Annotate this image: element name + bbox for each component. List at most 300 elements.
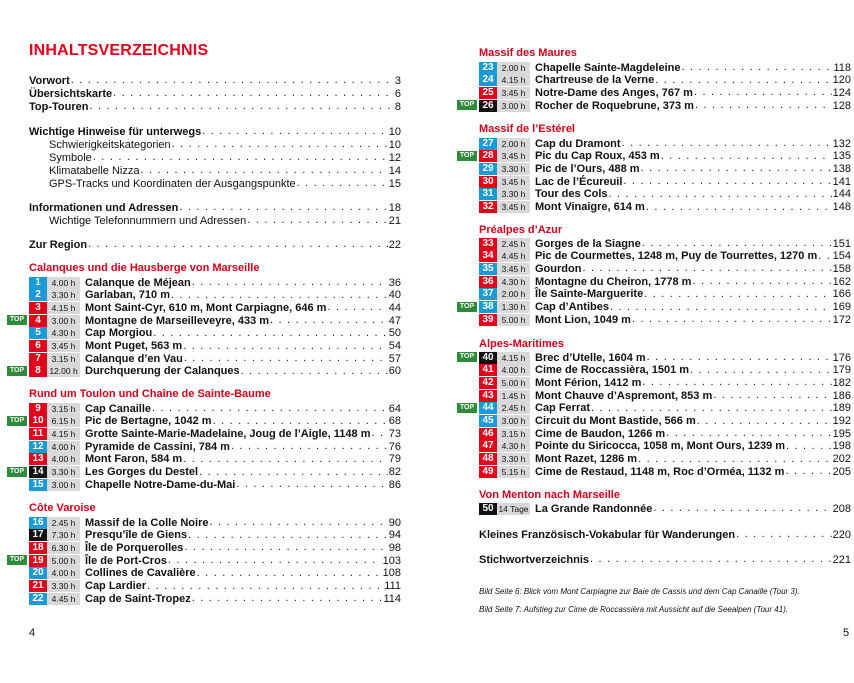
tour-name: Brec d’Utelle, 1604 m xyxy=(535,351,646,364)
tour-page: 138 xyxy=(832,162,851,175)
tour-number: 7 xyxy=(29,353,47,365)
tour-duration: 1.30 h xyxy=(497,301,530,313)
section-heading: Calanques und die Hausberge von Marseille xyxy=(29,262,260,274)
dot-leader xyxy=(231,441,388,452)
tour-page: 192 xyxy=(832,415,851,427)
tour-name: Pic de Courmettes, 1248 m, Puy de Tourrettes, 1270 m xyxy=(535,250,818,263)
dot-leader xyxy=(297,178,388,189)
tour-number: 42 xyxy=(479,377,497,389)
tour-number: 15 xyxy=(29,479,47,491)
tour-page: 169 xyxy=(832,301,851,313)
tour-page: 172 xyxy=(832,313,851,326)
toc-entry-title: Wichtige Telefonnummern und Adressen xyxy=(49,214,247,227)
tour-number: 22 xyxy=(29,593,47,605)
section-heading: Préalpes d’Azur xyxy=(479,224,563,236)
dot-leader xyxy=(171,290,388,301)
tour-duration: 5.00 h xyxy=(497,377,530,389)
tour-number: 47 xyxy=(479,440,497,452)
dot-leader xyxy=(183,454,388,465)
toc-entry xyxy=(29,238,401,251)
section-heading: Rund um Toulon und Chaîne de Sainte-Baume xyxy=(29,388,271,400)
toc-entry-title: Stichwortverzeichnis xyxy=(479,553,590,566)
dot-leader xyxy=(179,202,387,213)
tour-entry xyxy=(479,250,851,263)
tour-number: 41 xyxy=(479,364,497,376)
toc-entry xyxy=(29,100,401,113)
tour-number: 12 xyxy=(29,441,47,453)
tour-duration: 5.00 h xyxy=(47,555,80,567)
tour-page: 182 xyxy=(832,376,851,389)
tour-entry xyxy=(479,465,851,478)
tour-name: Gorges de la Siagne xyxy=(535,237,641,250)
tour-name: Pointe du Siricocca, 1058 m, Mont Ours, 1239 m xyxy=(535,440,786,453)
tour-number: 25 xyxy=(479,87,497,99)
tour-entry xyxy=(459,150,851,163)
tour-number: 13 xyxy=(29,453,47,465)
tour-entry xyxy=(29,402,401,415)
dot-leader xyxy=(646,202,832,213)
top-tour-badge: TOP xyxy=(7,416,27,426)
tour-page: 154 xyxy=(832,250,851,263)
tour-duration: 3.30 h xyxy=(497,453,530,465)
tour-duration: 3.15 h xyxy=(497,428,530,440)
tour-page: 118 xyxy=(833,61,851,74)
tour-page: 166 xyxy=(832,288,851,301)
dot-leader xyxy=(184,353,388,364)
tour-name: Mont Saint-Cyr, 610 m, Mont Carpiagne, 646 m xyxy=(85,301,327,314)
tour-page: 189 xyxy=(832,402,851,415)
tour-number: 28 xyxy=(479,150,497,162)
tour-entry xyxy=(29,541,401,554)
dot-leader xyxy=(147,581,383,592)
tour-entry xyxy=(479,453,851,466)
tour-name: Gourdon xyxy=(535,262,582,275)
tour-page: 135 xyxy=(832,150,851,163)
dot-leader xyxy=(188,530,388,541)
tour-duration: 3.45 h xyxy=(497,201,530,213)
tour-page: 73 xyxy=(388,427,401,440)
top-tour-badge: TOP xyxy=(457,352,477,362)
tour-name: Pyramide de Cassini, 784 m xyxy=(85,440,230,453)
tour-duration: 3.45 h xyxy=(497,176,530,188)
tour-name: Circuit du Mont Bastide, 566 m xyxy=(535,415,696,427)
tour-name: Collines de Cavalière xyxy=(85,567,196,580)
section-heading: Massif de l’Estérel xyxy=(479,123,575,135)
dot-leader xyxy=(202,126,387,137)
toc-entry-page: 15 xyxy=(388,177,401,190)
tour-number: 33 xyxy=(479,238,497,250)
tour-entry xyxy=(479,86,851,99)
tour-name: Pic de l’Ours, 488 m xyxy=(535,162,640,175)
tour-entry xyxy=(479,61,851,74)
tour-entry xyxy=(29,352,401,365)
toc-entry-page: 18 xyxy=(388,201,401,214)
dot-leader xyxy=(632,314,832,325)
toc-entry xyxy=(49,177,401,190)
tour-page: 57 xyxy=(388,352,401,365)
tour-entry xyxy=(29,580,401,593)
toc-entry xyxy=(479,528,851,541)
tour-duration: 3.30 h xyxy=(497,188,530,200)
tour-duration: 7.30 h xyxy=(47,529,80,541)
tour-number: 3 xyxy=(29,302,47,314)
tour-number: 40 xyxy=(479,352,497,364)
tour-entry xyxy=(29,289,401,302)
tour-number: 10 xyxy=(29,415,47,427)
tour-entry xyxy=(479,262,851,275)
tour-duration: 3.00 h xyxy=(497,415,530,427)
tour-number: 35 xyxy=(479,263,497,275)
tour-name: Mont Chauve d’Aspremont, 853 m xyxy=(535,389,713,402)
tour-page: 151 xyxy=(832,237,851,250)
tour-page: 176 xyxy=(832,351,851,364)
tour-duration: 6.30 h xyxy=(47,542,80,554)
tour-name: Cime de Baudon, 1266 m xyxy=(535,427,666,440)
toc-entry xyxy=(29,125,401,138)
tour-entry xyxy=(479,389,851,402)
tour-page: 195 xyxy=(832,427,851,440)
tour-name: Montagne du Cheiron, 1778 m xyxy=(535,275,692,288)
dot-leader xyxy=(786,441,832,452)
tour-name: Chartreuse de la Verne xyxy=(535,74,655,87)
dot-leader xyxy=(172,139,388,150)
tour-page: 141 xyxy=(832,175,851,188)
tour-duration: 3.00 h xyxy=(47,479,80,491)
tour-page: 98 xyxy=(388,541,401,554)
top-tour-badge: TOP xyxy=(457,403,477,413)
tour-name: Presqu’île de Giens xyxy=(85,529,188,542)
tour-entry xyxy=(479,427,851,440)
dot-leader xyxy=(209,517,387,528)
tour-number: 17 xyxy=(29,529,47,541)
dot-leader xyxy=(785,466,831,477)
tour-entry xyxy=(479,364,851,377)
toc-entry-page: 22 xyxy=(388,238,401,251)
tour-name: Cap Morgiou xyxy=(85,327,153,340)
tour-entry xyxy=(459,351,851,364)
tour-duration: 3.45 h xyxy=(497,150,530,162)
tour-page: 124 xyxy=(832,86,851,99)
tour-name: Mont Férion, 1412 m xyxy=(535,376,642,389)
dot-leader xyxy=(638,454,832,465)
tour-name: Cime de Restaud, 1148 m, Roc d’Orméa, 1132 m xyxy=(535,465,785,478)
tour-name: Cap du Dramont xyxy=(535,137,621,150)
tour-entry xyxy=(29,301,401,314)
dot-leader xyxy=(241,366,388,377)
tour-name: Mont Faron, 584 m xyxy=(85,453,183,466)
tour-number: 1 xyxy=(29,277,47,289)
section-heading: Côte Varoise xyxy=(29,502,96,514)
tour-name: Massif de la Colle Noire xyxy=(85,516,209,529)
toc-entry xyxy=(49,138,401,151)
tour-entry xyxy=(9,554,401,567)
tour-duration: 2.00 h xyxy=(497,62,530,74)
tour-entry xyxy=(29,516,401,529)
tour-page: 90 xyxy=(388,516,401,529)
tour-number: 45 xyxy=(479,415,497,427)
tour-number: 5 xyxy=(29,327,47,339)
dot-leader xyxy=(642,238,832,249)
dot-leader xyxy=(152,403,388,414)
tour-number: 30 xyxy=(479,176,497,188)
toc-entry-title: Informationen und Adressen xyxy=(29,201,179,214)
tour-entry xyxy=(9,365,401,378)
tour-page: 82 xyxy=(388,466,401,478)
dot-leader xyxy=(690,365,832,376)
tour-name: Notre-Dame des Anges, 767 m xyxy=(535,86,693,99)
dot-leader xyxy=(71,75,394,86)
tour-name: Île de Port-Cros xyxy=(85,554,167,567)
tour-duration: 3.00 h xyxy=(47,315,80,327)
tour-entry xyxy=(479,502,851,515)
dot-leader xyxy=(371,428,387,439)
toc-entry-title: GPS-Tracks und Koordinaten der Ausgangspunkte xyxy=(49,177,296,190)
tour-entry xyxy=(9,466,401,479)
toc-entry xyxy=(29,201,401,214)
tour-duration: 3.30 h xyxy=(47,289,80,301)
tour-page: 108 xyxy=(382,567,401,580)
tour-page: 158 xyxy=(832,262,851,275)
tour-page: 64 xyxy=(388,402,401,415)
dot-leader xyxy=(199,467,388,478)
tour-page: 114 xyxy=(383,592,401,605)
tour-entry xyxy=(479,275,851,288)
tour-duration: 4.00 h xyxy=(47,277,80,289)
tour-entry xyxy=(9,415,401,428)
tour-duration: 2.00 h xyxy=(497,138,530,150)
tour-name: Lac de l’Écureuil xyxy=(535,175,623,188)
top-tour-badge: TOP xyxy=(457,302,477,312)
dot-leader xyxy=(623,176,831,187)
dot-leader xyxy=(140,165,387,176)
tour-number: 29 xyxy=(479,163,497,175)
tour-page: 54 xyxy=(388,340,401,352)
dot-leader xyxy=(192,593,383,604)
toc-entry xyxy=(29,74,401,87)
tour-name: Mont Lion, 1049 m xyxy=(535,313,631,326)
toc-entry-title: Klimatabelle Nizza xyxy=(49,164,140,177)
dot-leader xyxy=(197,568,382,579)
tour-number: 24 xyxy=(479,74,497,86)
top-tour-badge: TOP xyxy=(7,467,27,477)
tour-number: 2 xyxy=(29,289,47,301)
toc-entry xyxy=(49,151,401,164)
tour-duration: 4.45 h xyxy=(497,250,530,262)
tour-name: Cime de Roccassièra, 1501 m xyxy=(535,364,690,377)
tour-page: 144 xyxy=(832,188,851,201)
tour-entry xyxy=(479,201,851,214)
tour-page: 186 xyxy=(832,389,851,402)
tour-entry xyxy=(29,340,401,353)
tour-entry xyxy=(479,175,851,188)
tour-entry xyxy=(29,529,401,542)
tour-entry xyxy=(479,313,851,326)
tour-duration: 4.15 h xyxy=(47,302,80,314)
tour-entry xyxy=(29,592,401,605)
tour-number: 50 xyxy=(479,503,497,515)
tour-name: Cap Lardier xyxy=(85,580,147,592)
tour-entry xyxy=(459,301,851,314)
section-heading: Alpes-Maritimes xyxy=(479,338,564,350)
tour-entry xyxy=(29,440,401,453)
tour-duration: 4.00 h xyxy=(47,441,80,453)
dot-leader xyxy=(582,263,831,274)
tour-duration: 2.45 h xyxy=(47,517,80,529)
dot-leader xyxy=(192,277,388,288)
tour-duration: 14 Tage xyxy=(498,503,529,514)
tour-duration: 4.30 h xyxy=(497,440,530,452)
tour-duration: 6.15 h xyxy=(47,415,80,427)
tour-duration: 3.15 h xyxy=(47,353,80,365)
tour-name: Les Gorges du Destel xyxy=(85,466,199,478)
dot-leader xyxy=(692,276,831,287)
toc-entry-title: Zur Region xyxy=(29,238,88,251)
tour-entry xyxy=(459,402,851,415)
tour-number: 19 xyxy=(29,555,47,567)
tour-page: 50 xyxy=(388,327,401,340)
dot-leader xyxy=(647,352,832,363)
tour-duration: 2.45 h xyxy=(497,238,530,250)
top-tour-badge: TOP xyxy=(7,366,27,376)
tour-duration: 2.00 h xyxy=(497,288,530,300)
tour-duration: 4.45 h xyxy=(47,593,80,605)
tour-entry xyxy=(479,237,851,250)
dot-leader xyxy=(327,302,387,313)
tour-page: 111 xyxy=(384,580,401,592)
tour-entry xyxy=(29,276,401,289)
tour-name: Cap de Saint-Tropez xyxy=(85,592,191,605)
tour-page: 86 xyxy=(388,478,401,491)
dot-leader xyxy=(609,189,832,200)
tour-page: 198 xyxy=(832,440,851,453)
tour-page: 68 xyxy=(388,415,401,428)
dot-leader xyxy=(93,152,388,163)
page-number-right: 5 xyxy=(843,627,850,639)
tour-number: 34 xyxy=(479,250,497,262)
dot-leader xyxy=(270,315,388,326)
tour-name: Pic du Cap Roux, 453 m xyxy=(535,150,660,163)
tour-number: 39 xyxy=(479,314,497,326)
tour-entry xyxy=(479,440,851,453)
tour-duration: 3.30 h xyxy=(497,163,530,175)
tour-page: 79 xyxy=(388,453,401,466)
toc-entry xyxy=(49,214,401,227)
dot-leader xyxy=(694,87,832,98)
tour-duration: 4.30 h xyxy=(497,276,530,288)
tour-number: 43 xyxy=(479,390,497,402)
dot-leader xyxy=(88,239,388,250)
tour-number: 20 xyxy=(29,567,47,579)
toc-entry-title: Wichtige Hinweise für unterwegs xyxy=(29,125,202,138)
dot-leader xyxy=(590,554,832,565)
tour-duration: 4.00 h xyxy=(497,364,530,376)
dot-leader xyxy=(247,215,387,226)
tour-page: 205 xyxy=(832,465,851,478)
tour-name: Mont Razet, 1286 m xyxy=(535,453,638,466)
toc-entry-page: 14 xyxy=(388,164,401,177)
tour-name: Calanque de Méjean xyxy=(85,276,191,289)
tour-name: Chapelle Notre-Dame-du-Mai xyxy=(85,478,236,491)
tour-number: 6 xyxy=(29,340,47,352)
tour-name: Mont Vinaigre, 614 m xyxy=(535,201,645,213)
tour-number: 49 xyxy=(479,466,497,478)
tour-duration: 4.15 h xyxy=(497,352,530,364)
tour-name: Île de Porquerolles xyxy=(85,541,184,554)
dot-leader xyxy=(642,377,831,388)
dot-leader xyxy=(661,151,832,162)
tour-page: 120 xyxy=(832,74,851,87)
page-title: INHALTSVERZEICHNIS xyxy=(29,42,209,59)
toc-entry-page: 10 xyxy=(388,125,401,138)
toc-entry xyxy=(29,87,401,100)
tour-number: 8 xyxy=(29,365,47,377)
tour-name: Durchquerung der Calanques xyxy=(85,365,240,378)
tour-duration: 3.15 h xyxy=(47,403,80,415)
dot-leader xyxy=(89,101,393,112)
tour-duration: 3.30 h xyxy=(47,580,80,592)
tour-entry xyxy=(9,314,401,327)
tour-number: 48 xyxy=(479,453,497,465)
dot-leader xyxy=(641,163,832,174)
tour-page: 162 xyxy=(832,275,851,288)
caption-text: Bild Seite 6: Blick vom Mont Carpiagne zur Baie de Cassis und dem Cap Canaille (Tour 3). xyxy=(479,587,800,596)
tour-name: Cap Canaille xyxy=(85,402,152,415)
tour-page: 94 xyxy=(388,529,401,542)
tour-number: 9 xyxy=(29,403,47,415)
toc-entry-title: Symbole xyxy=(49,151,92,164)
tour-entry xyxy=(29,478,401,491)
tour-number: 4 xyxy=(29,315,47,327)
dot-leader xyxy=(183,341,388,352)
tour-page: 128 xyxy=(832,99,851,112)
tour-number: 16 xyxy=(29,517,47,529)
toc-entry-page: 221 xyxy=(832,553,851,566)
tour-number: 27 xyxy=(479,138,497,150)
tour-number: 23 xyxy=(479,62,497,74)
tour-duration: 4.00 h xyxy=(47,567,80,579)
dot-leader xyxy=(236,479,387,490)
tour-name: Cap Ferrat xyxy=(535,402,591,415)
dot-leader xyxy=(713,390,831,401)
tour-name: La Grande Randonnée xyxy=(535,502,653,515)
dot-leader xyxy=(655,75,831,86)
tour-duration: 4.15 h xyxy=(497,74,530,86)
tour-entry xyxy=(29,453,401,466)
tour-entry xyxy=(479,288,851,301)
tour-duration: 3.30 h xyxy=(47,466,80,478)
toc-entry-title: Schwierigkeitskategorien xyxy=(49,138,171,151)
tour-number: 38 xyxy=(479,301,497,313)
toc-entry-page: 8 xyxy=(394,100,401,113)
tour-duration: 3.45 h xyxy=(497,87,530,99)
tour-number: 21 xyxy=(29,580,47,592)
tour-page: 103 xyxy=(382,554,401,567)
tour-entry xyxy=(29,567,401,580)
dot-leader xyxy=(644,289,831,300)
tour-name: Montagne de Marseilleveyre, 433 m xyxy=(85,314,270,327)
top-tour-badge: TOP xyxy=(457,151,477,161)
tour-name: Rocher de Roquebrune, 373 m xyxy=(535,99,694,112)
dot-leader xyxy=(622,138,832,149)
toc-entry-title: Top-Touren xyxy=(29,100,89,113)
tour-name: Cap d’Antibes xyxy=(535,301,609,313)
tour-entry xyxy=(479,188,851,201)
dot-leader xyxy=(818,251,831,262)
tour-duration: 3.45 h xyxy=(47,340,80,352)
tour-entry xyxy=(29,327,401,340)
tour-name: Pic de Bertagne, 1042 m xyxy=(85,415,212,428)
tour-page: 132 xyxy=(832,137,851,150)
